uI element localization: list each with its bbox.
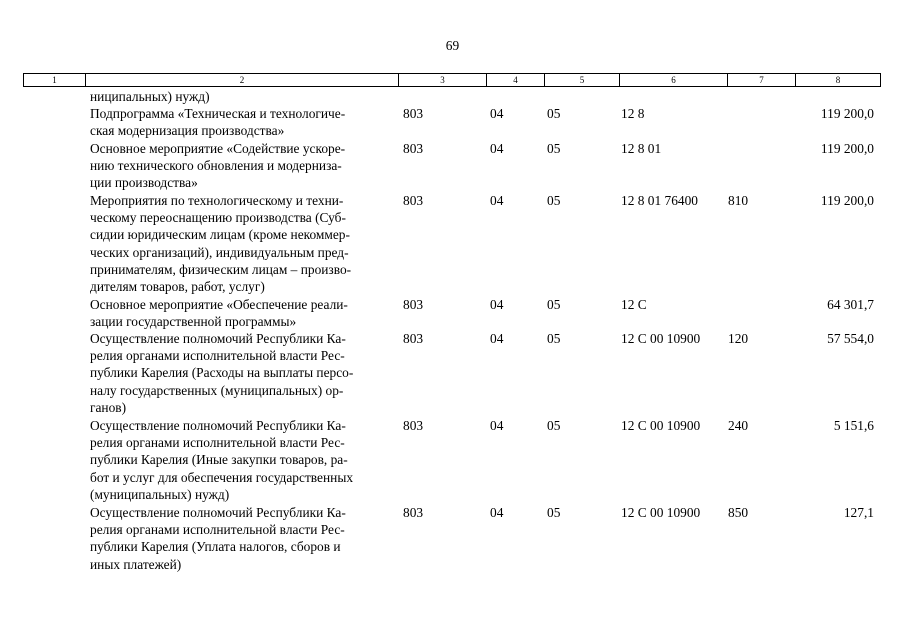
row-col-3: 803 [403,193,424,208]
row-col-5: 05 [547,418,561,433]
row-col-6: 12 С 00 10900 [621,331,701,346]
row-name: Основное мероприятие «Содействие ускоре- нию технического обновления и модерниза- ции производства» [90,141,346,191]
row-col-3: 803 [403,331,424,346]
row-amount: 64 301,7 [827,297,874,312]
row-name: ниципальных) нужд) [90,89,210,104]
row-name: Подпрограмма «Техническая и технологиче- ская модернизация производства» [90,106,346,139]
header-col-3: 3 [399,74,487,86]
row-col-7: 240 [728,418,749,433]
row-col-6: 12 С [621,297,647,312]
row-name: Мероприятия по технологическому и техни- ческому переоснащению производства (Суб- сидии юридическим лицам (кроме некоммер- ческих организаций), индивидуальным пред- принимателям, физическим лицам – произво- дителям товаров, работ, услуг) [90,193,352,295]
row-col-4: 04 [490,193,504,208]
row-col-3: 803 [403,505,424,520]
row-col-5: 05 [547,193,561,208]
row-col-5: 05 [547,331,561,346]
row-col-4: 04 [490,106,504,121]
row-col-4: 04 [490,141,504,156]
header-col-4: 4 [487,74,545,86]
header-col-1: 1 [24,74,86,86]
row-name: Основное мероприятие «Обеспечение реали- зации государственной программы» [90,297,348,330]
page-number: 69 [445,38,460,53]
row-col-6: 12 С 00 10900 [621,505,701,520]
header-col-8: 8 [796,74,881,86]
header-col-2: 2 [86,74,399,86]
row-amount: 119 200,0 [820,193,874,208]
row-name: Осуществление полномочий Республики Ка- релия органами исполнительной власти Рес- публики Карелия (Иные закупки товаров, ра- бот и услуг для обеспечения государственных (муниципальных) нужд) [90,418,354,502]
header-col-5: 5 [545,74,620,86]
row-amount: 119 200,0 [820,106,874,121]
row-col-4: 04 [490,418,504,433]
row-col-5: 05 [547,297,561,312]
row-name: Осуществление полномочий Республики Ка- релия органами исполнительной власти Рес- публики Карелия (Расходы на выплаты персо- налу государственных (муниципальных) ор- ганов) [90,331,354,415]
row-col-3: 803 [403,418,424,433]
row-col-4: 04 [490,297,504,312]
row-col-6: 12 8 [621,106,645,121]
row-col-5: 05 [547,141,561,156]
row-col-6: 12 С 00 10900 [621,418,701,433]
row-col-3: 803 [403,106,424,121]
row-amount: 119 200,0 [820,141,874,156]
row-col-4: 04 [490,331,504,346]
row-amount: 57 554,0 [827,331,874,346]
row-col-7: 120 [728,331,749,346]
row-col-3: 803 [403,141,424,156]
row-col-6: 12 8 01 76400 [621,193,698,208]
row-col-5: 05 [547,106,561,121]
header-col-7: 7 [728,74,796,86]
row-amount: 127,1 [843,505,874,520]
row-col-5: 05 [547,505,561,520]
row-col-3: 803 [403,297,424,312]
table-header [23,73,881,87]
row-name: Осуществление полномочий Республики Ка- релия органами исполнительной власти Рес- публики Карелия (Уплата налогов, сборов и иных платежей) [90,505,346,572]
header-col-6: 6 [620,74,728,86]
row-col-7: 850 [728,505,749,520]
row-col-6: 12 8 01 [621,141,662,156]
row-amount: 5 151,6 [833,418,874,433]
row-col-4: 04 [490,505,504,520]
row-col-7: 810 [728,193,749,208]
